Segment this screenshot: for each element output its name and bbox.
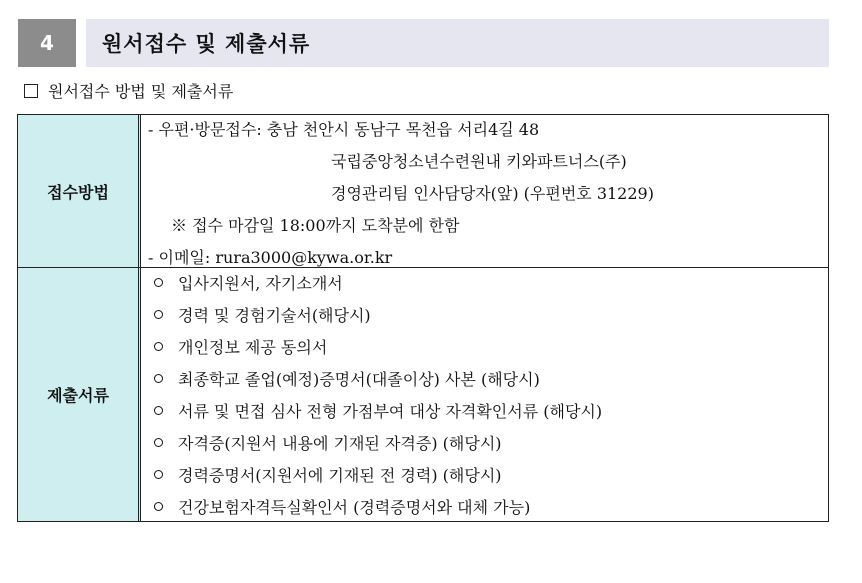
reception-label: 접수방법 bbox=[18, 115, 141, 267]
section-title-bar bbox=[86, 19, 829, 67]
documents-row bbox=[18, 268, 828, 521]
reception-row bbox=[18, 115, 828, 268]
circle-bullet-icon bbox=[154, 342, 163, 351]
section-number: 4 bbox=[18, 19, 76, 67]
circle-bullet-icon bbox=[154, 438, 163, 447]
info-table bbox=[17, 114, 829, 522]
reception-line: - 우편·방문접수: 충남 천안시 동남구 목천읍 서리4길 48 bbox=[148, 120, 540, 139]
reception-line: 경영관리팀 인사담당자(앞) (우편번호 31229) bbox=[331, 184, 654, 203]
documents-label: 제출서류 bbox=[18, 268, 141, 521]
circle-bullet-icon bbox=[154, 502, 163, 511]
checkbox-square-icon bbox=[24, 84, 38, 98]
circle-bullet-icon bbox=[154, 310, 163, 319]
list-item: 경력 및 경험기술서(해당시) bbox=[154, 303, 371, 326]
circle-bullet-icon bbox=[154, 470, 163, 479]
list-item: 최종학교 졸업(예정)증명서(대졸이상) 사본 (해당시) bbox=[154, 367, 540, 390]
list-item: 자격증(지원서 내용에 기재된 자격증) (해당시) bbox=[154, 431, 502, 454]
subtitle-text: 원서접수 방법 및 제출서류 bbox=[48, 82, 234, 101]
list-item: 서류 및 면접 심사 전형 가점부여 대상 자격확인서류 (해당시) bbox=[154, 399, 602, 422]
documents-content bbox=[141, 268, 828, 521]
list-item: 입사지원서, 자기소개서 bbox=[154, 271, 343, 294]
list-item: 개인정보 제공 동의서 bbox=[154, 335, 327, 358]
circle-bullet-icon bbox=[154, 374, 163, 383]
reception-line: 국립중앙청소년수련원내 키와파트너스(주) bbox=[331, 152, 627, 171]
section-header bbox=[18, 19, 829, 67]
circle-bullet-icon bbox=[154, 406, 163, 415]
reception-email: - 이메일: rura3000@kywa.or.kr bbox=[148, 248, 393, 267]
circle-bullet-icon bbox=[154, 278, 163, 287]
reception-content bbox=[141, 115, 828, 267]
list-item: 건강보험자격득실확인서 (경력증명서와 대체 가능) bbox=[154, 495, 530, 518]
reception-note: ※ 접수 마감일 18:00까지 도착분에 한함 bbox=[171, 216, 460, 235]
list-item: 경력증명서(지원서에 기재된 전 경력) (해당시) bbox=[154, 463, 502, 486]
subtitle bbox=[24, 79, 233, 102]
section-title: 원서접수 및 제출서류 bbox=[102, 32, 311, 56]
